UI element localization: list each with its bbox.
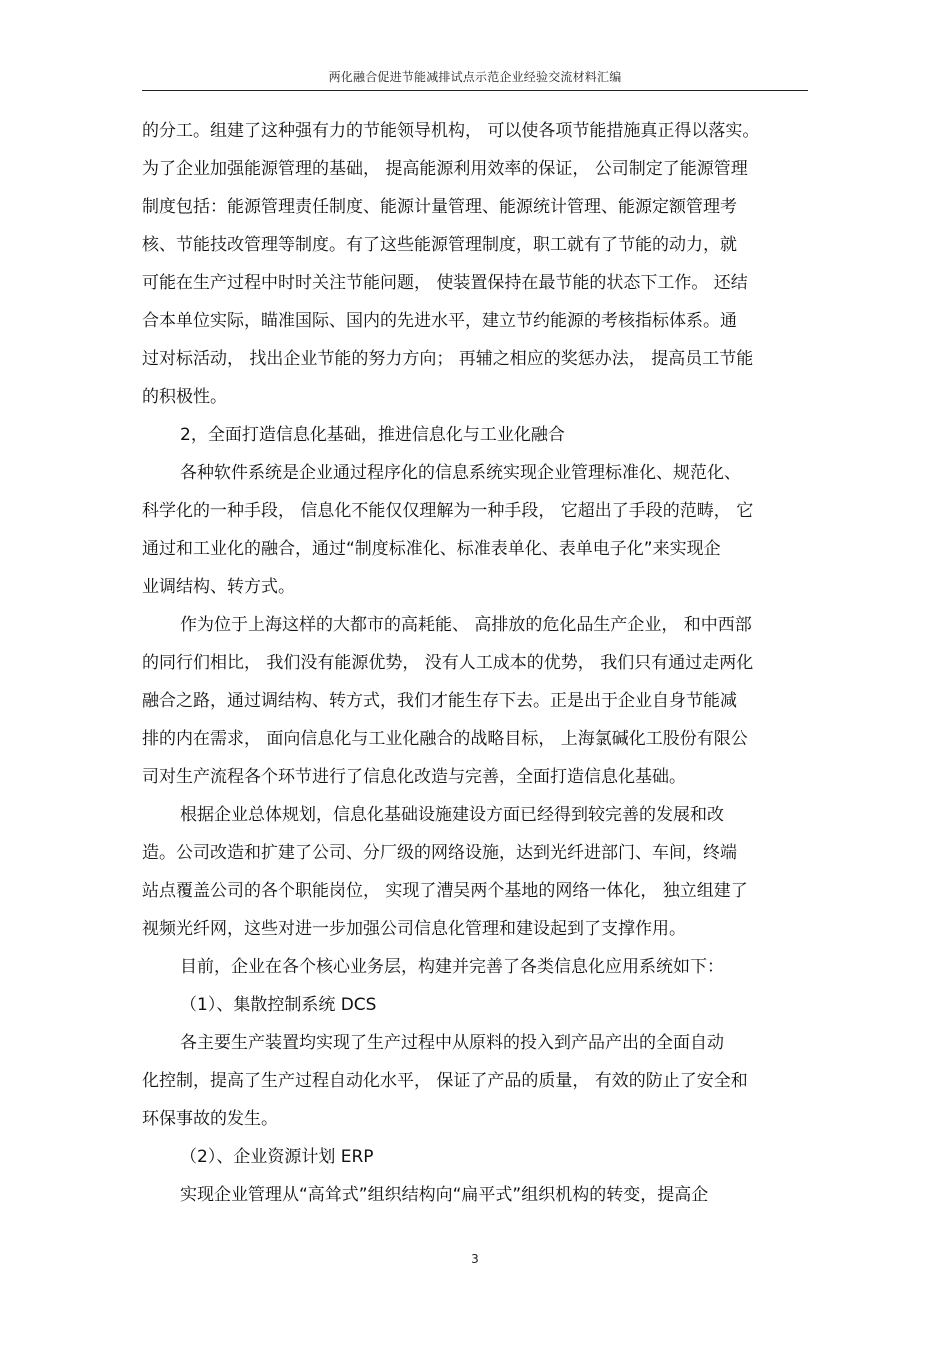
text-line: 站点覆盖公司的各个职能岗位， 实现了漕吴两个基地的网络一体化， 独立组建了: [142, 881, 748, 901]
text-line: 融合之路，通过调结构、转方式，我们才能生存下去。正是出于企业自身节能减: [142, 691, 737, 711]
text-line: 过对标活动， 找出企业节能的努力方向； 再辅之相应的奖惩办法， 提高员工节能: [142, 349, 754, 369]
text-line: 根据企业总体规划，信息化基础设施建设方面已经得到较完善的发展和改: [180, 805, 724, 825]
text-line: 各种软件系统是企业通过程序化的信息系统实现企业管理标准化、规范化、: [180, 463, 741, 483]
text-line: 制度包括：能源管理责任制度、能源计量管理、能源统计管理、能源定额管理考: [142, 197, 737, 217]
text-line: 业调结构、转方式。: [142, 577, 295, 597]
text-line: 科学化的一种手段， 信息化不能仅仅理解为一种手段， 它超出了手段的范畴， 它: [142, 501, 754, 521]
section-heading: 2，全面打造信息化基础，推进信息化与工业化融合: [180, 425, 565, 445]
header-title: 两化融合促进节能减排试点示范企业经验交流材料汇编: [328, 70, 622, 84]
text-line: 合本单位实际，瞄准国际、国内的先进水平，建立节约能源的考核指标体系。通: [142, 311, 737, 331]
text-line: 为了企业加强能源管理的基础， 提高能源利用效率的保证， 公司制定了能源管理: [142, 159, 748, 179]
text-line: 实现企业管理从“高耸式”组织结构向“扁平式”组织机构的转变，提高企: [180, 1185, 709, 1205]
text-line: 化控制，提高了生产过程自动化水平， 保证了产品的质量， 有效的防止了安全和: [142, 1071, 748, 1091]
text-line: 造。公司改造和扩建了公司、分厂级的网络设施，达到光纤进部门、车间，终端: [142, 843, 737, 863]
text-line: 作为位于上海这样的大都市的高耗能、 高排放的危化品生产企业， 和中西部: [180, 615, 752, 635]
text-line: 可能在生产过程中时时关注节能问题， 使装置保持在最节能的状态下工作。 还结: [142, 273, 748, 293]
text-line: 目前，企业在各个核心业务层，构建并完善了各类信息化应用系统如下：: [180, 957, 724, 977]
text-line: 的积极性。: [142, 387, 227, 407]
text-line: 各主要生产装置均实现了生产过程中从原料的投入到产品产出的全面自动: [180, 1033, 724, 1053]
text-line: 通过和工业化的融合，通过“制度标准化、标准表单化、表单电子化”来实现企: [142, 539, 721, 559]
text-line: 司对生产流程各个环节进行了信息化改造与完善，全面打造信息化基础。: [142, 767, 686, 787]
text-line: 环保事故的发生。: [142, 1109, 278, 1129]
text-line: 排的内在需求， 面向信息化与工业化融合的战略目标， 上海氯碱化工股份有限公: [142, 729, 748, 749]
subsection-heading: （2）、企业资源计划 ERP: [180, 1147, 374, 1167]
text-line: 的同行们相比， 我们没有能源优势， 没有人工成本的优势， 我们只有通过走两化: [142, 653, 754, 673]
text-line: 视频光纤网，这些对进一步加强公司信息化管理和建设起到了支撑作用。: [142, 919, 686, 939]
subsection-heading: （1）、集散控制系统 DCS: [180, 995, 377, 1015]
text-line: 的分工。组建了这种强有力的节能领导机构， 可以使各项节能措施真正得以落实。: [142, 121, 760, 141]
page-header: [142, 60, 808, 91]
text-line: 核、节能技改管理等制度。有了这些能源管理制度，职工就有了节能的动力，就: [142, 235, 737, 255]
page-number: 3: [471, 1252, 479, 1266]
